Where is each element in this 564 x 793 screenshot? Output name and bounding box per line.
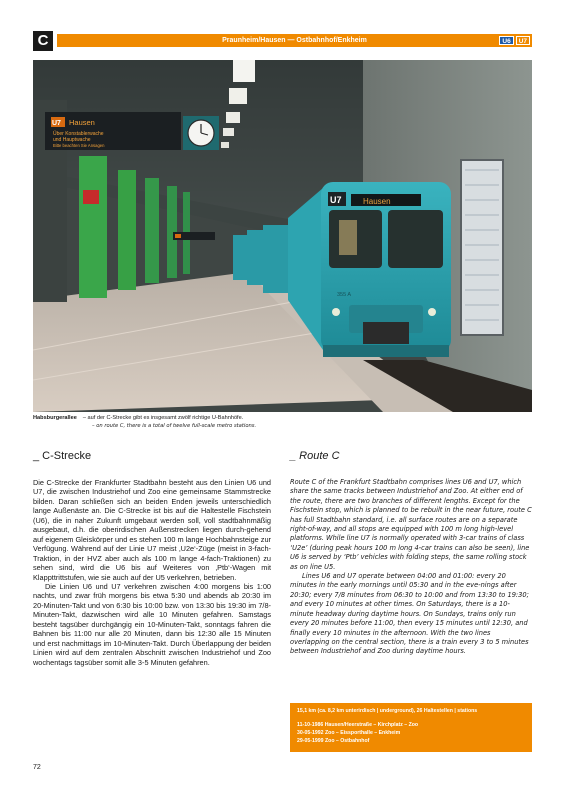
opening-date-row: 29-05-1999 Zoo – Ostbahnhof	[297, 738, 370, 744]
page-number: 72	[33, 764, 41, 771]
route-badge: C	[33, 31, 53, 51]
article-body-en	[290, 478, 532, 657]
line-badges	[499, 36, 530, 45]
destination-sign-sub2: und Hauptwache	[53, 137, 91, 143]
header-title: Praunheim/Hausen — Ostbahnhof/Enkheim	[222, 37, 367, 44]
caption-text-en: – on route C, there is a total of twelve full-scale metro stations.	[92, 423, 257, 429]
route-info-box	[290, 703, 532, 752]
route-summary: 15,1 km (ca. 8,2 km unterirdisch | underground), 26 Haltestellen | stations	[297, 708, 478, 714]
opening-date-row: 11-10-1986 Hausen/Heerstraße – Kirchplatz – Zoo	[297, 722, 419, 728]
paragraph-de-2: Die Linien U6 und U7 verkehren zwischen 4:00 morgens bis 1:00 nachts, und zwar früh morgens bis etwa 5:30 und abends ab 20:30 im 20-Minuten-Takt und von 6:30 bis 10:00 bzw. von 13:30 bis 19:30 im 7/8-Minuten-Takt, dazwischen wird alle 10 Minuten gefahren. Samstags besteht tagsüber durchgängig ein 10-Minuten-Takt, sonntags fahren die Bahnen bis 11:00 nur alle 20 Minuten, dann bis 12:30 alle 15 Minuten und erst nachmittags im 10-Minuten-Takt. Durch Überlappung der beiden Linien wird auf dem zentralen Abschnitt zwischen Industriehof und Zoo wochentags tagsüber somit alle 3-5 Minuten gefahren.	[33, 581, 271, 667]
paragraph-de-1: Die C-Strecke der Frankfurter Stadtbahn besteht aus den Linien U6 und U7, die zwischen Industriehof und Zoo eine gemeinsame Stammstrecke bilden. Daran schließen sich an beiden Enden jeweils unterschiedlich lange Außenäste an. Die C-Strecke ist bis auf die Haltestelle Fischstein (U6), die in naher Zukunft umgebaut werden soll, voll stadtbahnmäßig ausgebaut, d.h. die oberirdischen Außenstrecken liegen durch-gehend auf eigenem Gleiskörper und es stehen 100 m lange Hochbahnsteige zur Verfügung. Während auf der Linie U7 meist ‚U2e‘-Züge (meist in 3-fach-Traktion, in der HVZ aber auch als 100 m lange 4-fach-Traktionen) zu sehen sind, wird die U6 bis auf Weiteres von ‚Ptb‘-Wagen mit Klappttrittstufen, wie sie auch auf der U5 verkehren, betrieben.	[33, 478, 272, 582]
article-body-de	[33, 478, 271, 667]
destination-sign-sub1: Über Konstablerwache	[53, 131, 104, 137]
train-destination: Hausen	[363, 197, 391, 206]
photo-caption-de	[33, 414, 243, 422]
paragraph-en-2: Lines U6 and U7 operate between 04:00 and 01:00: every 20 minutes in the early mornings until 05:30 and in the eve-nings after 20:30; every 7/8 minutes from 06:30 to 10:00 and from 13:30 to 19:30; and every 10 minutes at other times. On Saturdays, there is a 10-minute headway during daytime hours. On Sundays, trains only run every 20 minutes before 11:00, then every 15 minutes until 12:30, and finally every 10 minutes in the afternoon. With the two lines overlapping on the central section, there is a train every 3 to 5 minutes between Industriehof and Zoo during daytime hours.	[290, 572, 529, 656]
paragraph-en-1: Route C of the Frankfurt Stadtbahn comprises lines U6 and U7, which share the same tracks between Industriehof and Zoo. At either end of the route, there are two branches of different lengths. Except for the Fischstein stop, which is planned to be rebuilt in the near future, route C has full Stadtbahn standard, i.e. all surface routes are on a separate right-of-way, and all stops are equipped with 100 m long high-level platforms. While line U7 is normally operated with 3-car trains of class ‘U2e’ (during peak hours 100 m long 4-car trains can also be seen), line U6 is served by ‘Ptb’ vehicles with folding steps, the same rolling stock as on line U5.	[290, 478, 532, 571]
caption-place: Habsburgerallee	[33, 415, 77, 421]
caption-text-de: – auf der C-Strecke gibt es insgesamt zwölf richtige U-Bahnhöfe.	[82, 415, 244, 421]
section-heading-de: _ C-Strecke	[33, 450, 92, 462]
train-number: 355 A	[337, 292, 352, 298]
destination-sign-text: Hausen	[69, 118, 95, 127]
destination-sign-sub3: Bitte beachten Sie Ansagen	[53, 143, 105, 148]
header-bar	[57, 34, 532, 47]
destination-sign-line: U7	[52, 120, 61, 127]
line-badge-u6: U6	[499, 36, 513, 45]
line-badge-u7: U7	[516, 36, 530, 45]
opening-date-row: 30-05-1992 Zoo – Eissporthalle – Enkheim	[297, 730, 401, 736]
station-photo	[33, 60, 532, 412]
section-heading-en: _ Route C	[290, 450, 340, 462]
train-line-number: U7	[330, 195, 342, 205]
